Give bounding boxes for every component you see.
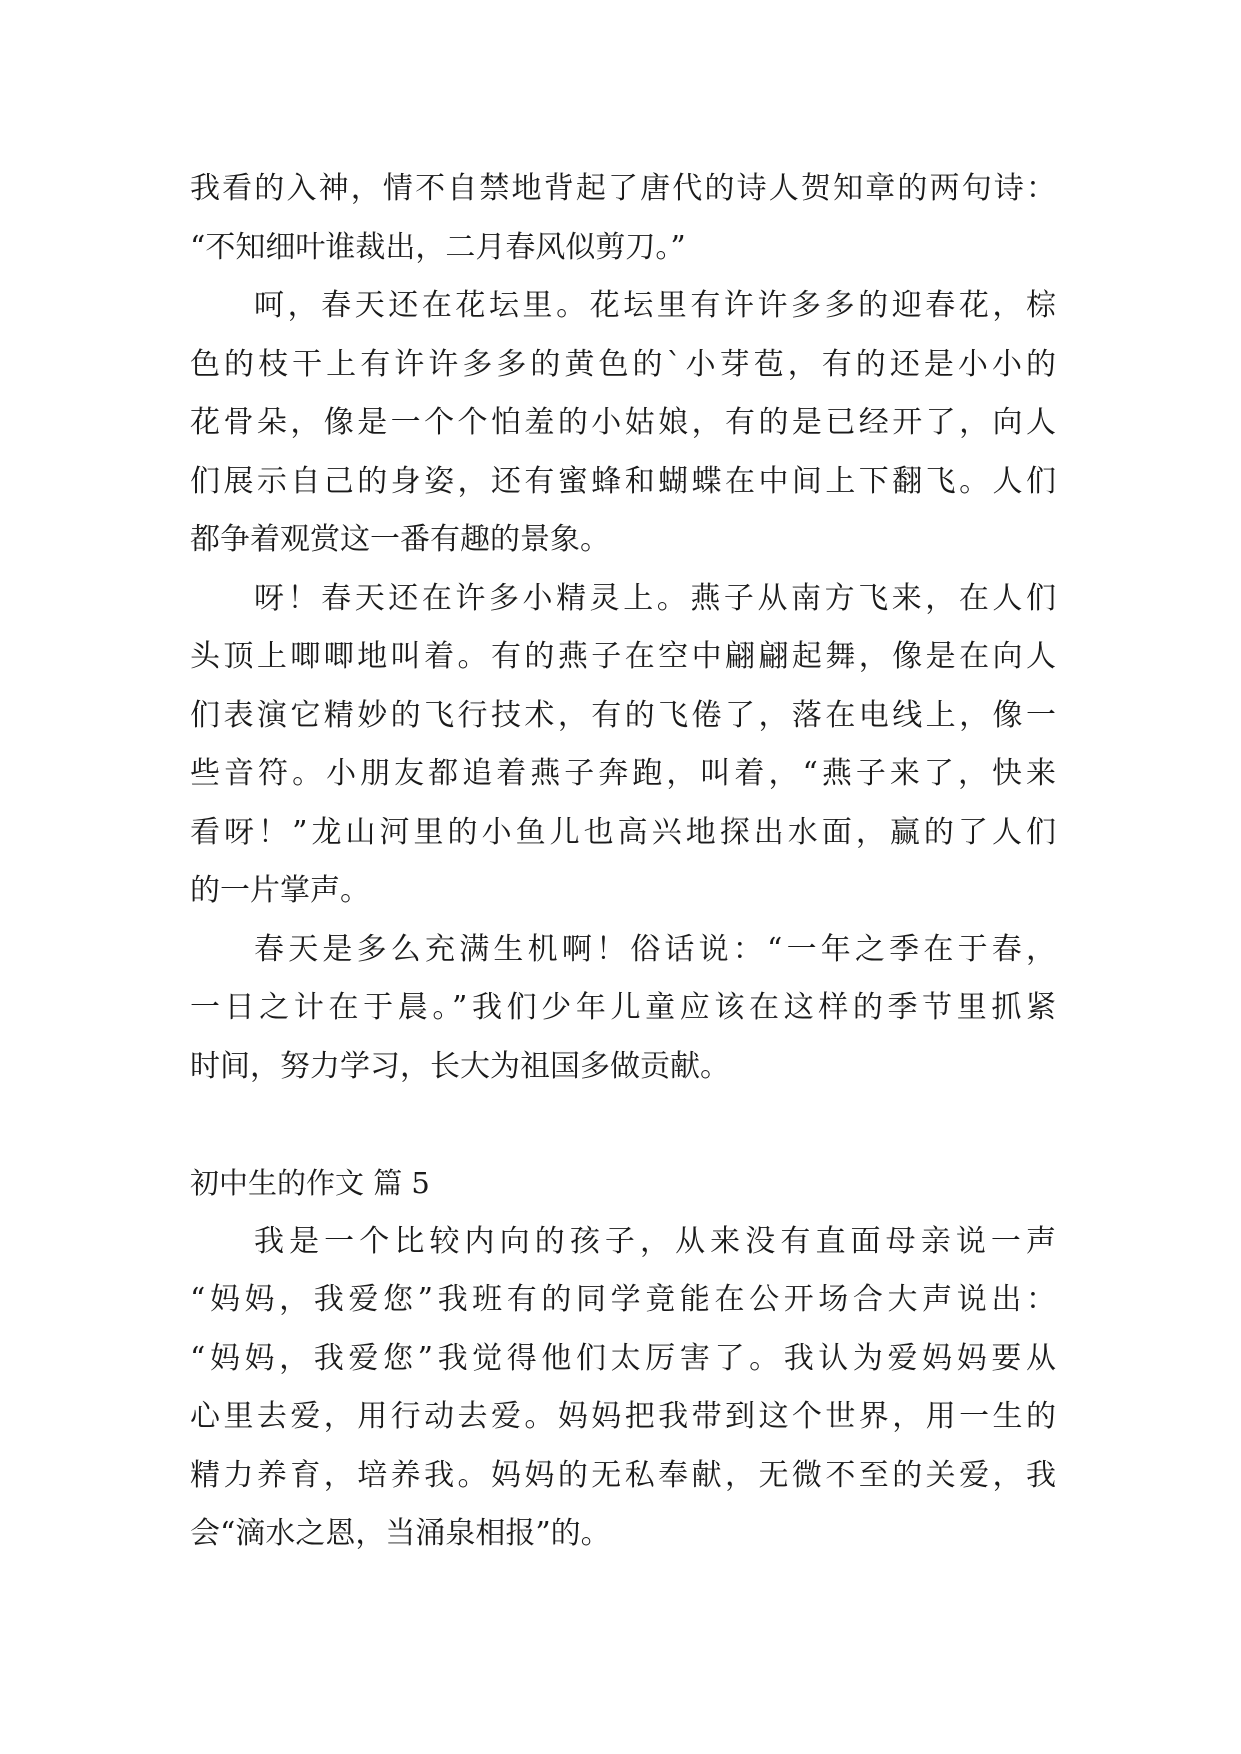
paragraph-love-mother (190, 1213, 1056, 1564)
text-line: “不知细叶谁裁出，二月春风似剪刀。” (190, 229, 686, 265)
text-line: 一日之计在于晨。”我们少年儿童应该在这样的季节里抓紧 (190, 990, 1056, 1025)
text-line: 色的枝干上有许许多多的黄色的`小芽苞，有的还是小小的 (190, 346, 1056, 382)
text-line: 我是一个比较内向的孩子，从来没有直面母亲说一声 (254, 1223, 1056, 1259)
text-line: 呵，春天还在花坛里。花坛里有许许多多的迎春花，棕 (254, 288, 1056, 323)
text-line: “妈妈，我爱您”我班有的同学竟能在公开场合大声说出： (190, 1282, 1056, 1317)
essay-heading: 初中生的作文 篇 5 (190, 1166, 430, 1200)
text-line: 头顶上唧唧地叫着。有的燕子在空中翩翩起舞，像是在向人 (190, 639, 1056, 674)
text-line: 会“滴水之恩，当涌泉相报”的。 (190, 1516, 611, 1551)
text-line: 呀！春天还在许多小精灵上。燕子从南方飞来，在人们 (254, 580, 1056, 616)
text-line: 时间，努力学习，长大为祖国多做贡献。 (190, 1048, 730, 1084)
text-line: 心里去爱，用行动去爱。妈妈把我带到这个世界，用一生的 (190, 1399, 1056, 1434)
text-line: 的一片掌声。 (190, 873, 370, 908)
document-body (190, 160, 1056, 1564)
text-line: 我看的入神，情不自禁地背起了唐代的诗人贺知章的两句诗： (190, 171, 1056, 206)
text-line: 春天是多么充满生机啊！俗话说：“一年之季在于春， (254, 931, 1056, 967)
text-line: 们展示自己的身姿，还有蜜蜂和蝴蝶在中间上下翻飞。人们 (190, 463, 1056, 499)
paragraph-conclusion (190, 921, 1056, 1097)
paragraph-flower-bed (190, 277, 1056, 570)
text-line: 些音符。小朋友都追着燕子奔跑，叫着，“燕子来了，快来 (190, 756, 1056, 791)
text-line: 看呀！”龙山河里的小鱼儿也高兴地探出水面，赢的了人们 (190, 814, 1056, 850)
text-line: 精力养育，培养我。妈妈的无私奉献，无微不至的关爱，我 (190, 1457, 1056, 1493)
text-line: 们表演它精妙的飞行技术，有的飞倦了，落在电线上，像一 (190, 697, 1056, 733)
paragraph-swallows (190, 570, 1056, 921)
paragraph-poem-recital (190, 160, 1056, 277)
text-line: “妈妈，我爱您”我觉得他们太厉害了。我认为爱妈妈要从 (190, 1340, 1056, 1376)
text-line: 都争着观赏这一番有趣的景象。 (190, 522, 610, 557)
text-line: 花骨朵，像是一个个怕羞的小姑娘，有的是已经开了，向人 (190, 405, 1056, 440)
